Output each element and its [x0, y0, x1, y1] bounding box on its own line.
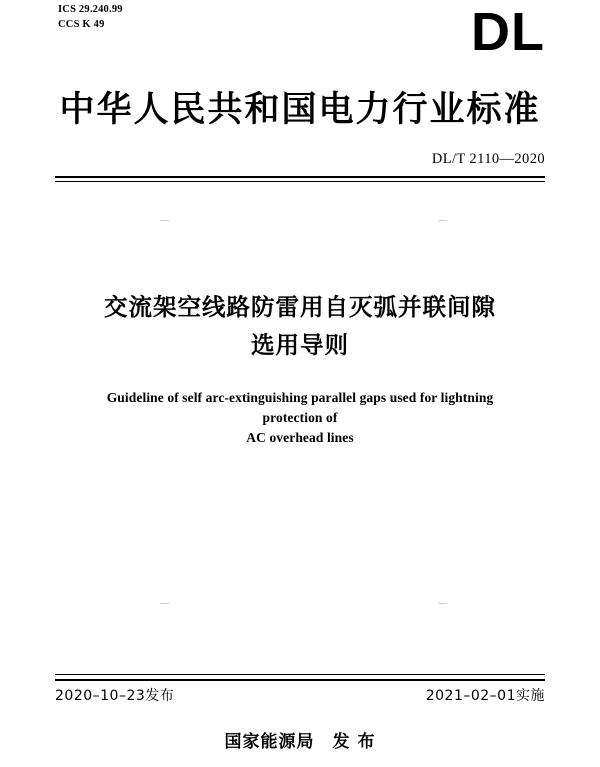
footer-divider-thin	[55, 674, 545, 675]
document-title-en-line2: AC overhead lines	[246, 430, 354, 445]
document-title-cn	[0, 288, 600, 364]
issue-date: 2020–10–23发布	[55, 688, 175, 704]
header-divider-thick	[55, 176, 545, 178]
ccs-code: CCS K 49	[58, 19, 105, 30]
scan-mark	[438, 220, 447, 221]
document-title-cn-line1: 交流架空线路防雷用自灭弧并联间隙	[104, 293, 496, 321]
document-title-en-line1: Guideline of self arc-extinguishing parallel gaps used for lightning protection of	[106, 390, 494, 425]
classification-codes	[58, 2, 123, 32]
document-title-en	[80, 388, 520, 448]
scan-mark	[438, 603, 447, 604]
ics-code: ICS 29.240.99	[58, 4, 123, 15]
standard-number: DL/T 2110—2020	[431, 151, 545, 167]
issuer-line	[0, 727, 600, 752]
scan-mark	[160, 603, 169, 604]
issuer-action: 发 布	[332, 732, 376, 752]
document-header	[0, 0, 600, 72]
effective-date: 2021–02–01实施	[425, 688, 545, 704]
scan-mark	[160, 220, 169, 221]
dl-logo: DL	[471, 2, 545, 62]
national-standard-banner: 中华人民共和国电力行业标准	[59, 90, 541, 130]
issuer-name: 国家能源局	[224, 732, 315, 752]
footer-divider-thick	[55, 679, 545, 681]
header-divider-thin	[55, 181, 545, 182]
document-title-cn-line2: 选用导则	[251, 331, 349, 359]
